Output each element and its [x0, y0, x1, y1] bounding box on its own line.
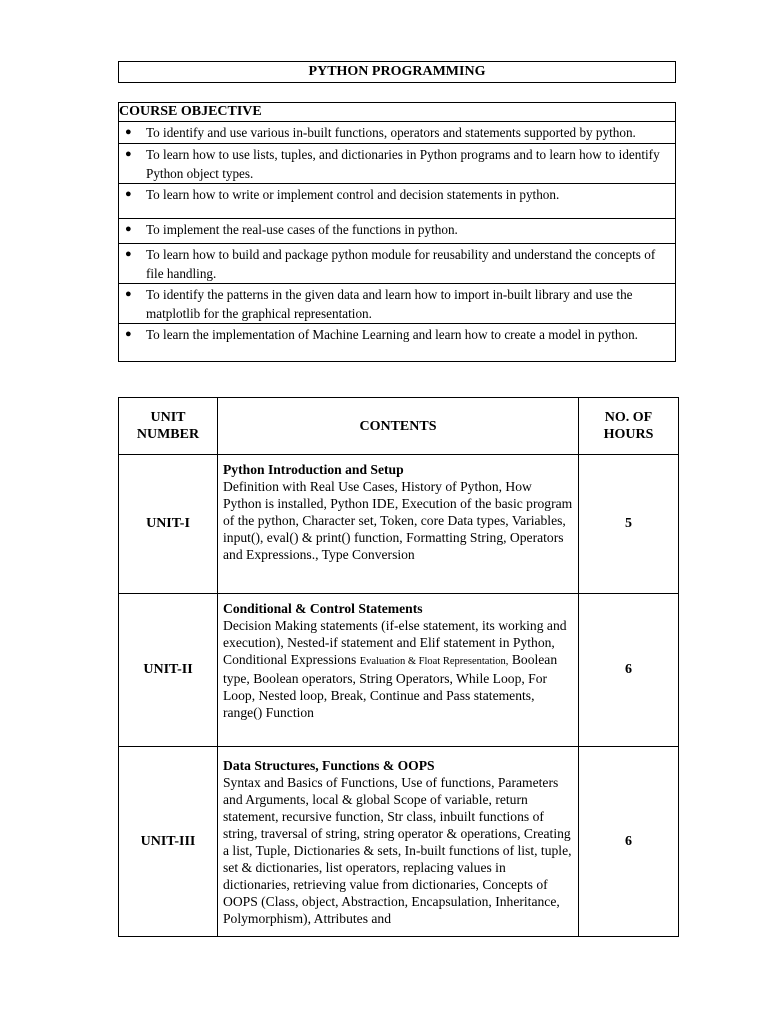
course-objective-box — [118, 102, 676, 362]
unit-contents — [218, 455, 579, 594]
bullet-icon: ● — [125, 248, 132, 260]
unit-title: Python Introduction and Setup — [223, 462, 404, 477]
table-row — [119, 455, 679, 594]
table-row — [119, 594, 679, 747]
table-header-row — [119, 398, 679, 455]
header-contents: CONTENTS — [218, 398, 579, 455]
unit-body-rest: Boolean type, Boolean operators, String Operators, While Loop, For Loop, Nested loop, Break, Continue and Pass statements, range() Function — [223, 652, 558, 720]
bullet-icon: ● — [125, 288, 132, 300]
unit-body-small: Evaluation & Float Representation, — [359, 656, 509, 667]
header-hours: NO. OF HOURS — [579, 398, 679, 455]
unit-hours: 5 — [579, 455, 679, 594]
objective-item: ● To identify and use various in-built functions, operators and statements supported by python. — [119, 121, 675, 143]
unit-number: UNIT-I — [119, 455, 218, 594]
unit-number: UNIT-III — [119, 747, 218, 937]
unit-body: Syntax and Basics of Functions, Use of functions, Parameters and Arguments, local & global Scope of variable, return statement, recursive function, Str class, inbuilt functions of string, traversal of string, string operator & operations, Creating a list, Tuple, Dictionaries & sets, In-built functions of list, tuple, set & dictionaries, list operators, replacing values in dictionaries, retrieving value from dictionaries, Concepts of OOPS (Class, object, Abstraction, Encapsulation, Inheritance, Polymorphism), Attributes and — [223, 775, 572, 926]
bullet-icon: ● — [125, 188, 132, 200]
unit-hours: 6 — [579, 594, 679, 747]
objective-item: ● To learn the implementation of Machine Learning and learn how to create a model in python. — [119, 323, 675, 361]
table-row — [119, 747, 679, 937]
unit-title: Conditional & Control Statements — [223, 601, 423, 616]
bullet-icon: ● — [125, 126, 132, 138]
bullet-icon: ● — [125, 223, 132, 235]
bullet-icon: ● — [125, 148, 132, 160]
unit-hours: 6 — [579, 747, 679, 937]
objective-item: ● To learn how to use lists, tuples, and dictionaries in Python programs and to learn how to identify Python object types. — [119, 143, 675, 183]
unit-title: Data Structures, Functions & OOPS — [223, 758, 435, 773]
unit-body: Definition with Real Use Cases, History of Python, How Python is installed, Python IDE, Execution of the basic program of the python, Character set, Token, core Data types, Variables, input(), eval() & print() function, Formatting String, Operators and Expressions., Type Conversion — [223, 479, 573, 562]
objective-item: ● To implement the real-use cases of the functions in python. — [119, 218, 675, 243]
unit-contents — [218, 747, 579, 937]
course-objective-heading: COURSE OBJECTIVE — [119, 104, 262, 119]
objective-item: ● To identify the patterns in the given data and learn how to import in-built library and use the matplotlib for the graphical representation. — [119, 283, 675, 323]
bullet-icon: ● — [125, 328, 132, 340]
document-title: PYTHON PROGRAMMING — [118, 61, 676, 83]
header-unit-number: UNIT NUMBER — [119, 398, 218, 455]
objective-item: ● To learn how to build and package python module for reusability and understand the concepts of file handling. — [119, 243, 675, 283]
unit-contents — [218, 594, 579, 747]
unit-number: UNIT-II — [119, 594, 218, 747]
unit-body: Decision Making statements (if-else statement, its working and execution), Nested-if statement and Elif statement in Python, Conditional Expressions — [223, 618, 567, 667]
objective-item: ● To learn how to write or implement control and decision statements in python. — [119, 183, 675, 218]
units-table — [118, 397, 679, 937]
